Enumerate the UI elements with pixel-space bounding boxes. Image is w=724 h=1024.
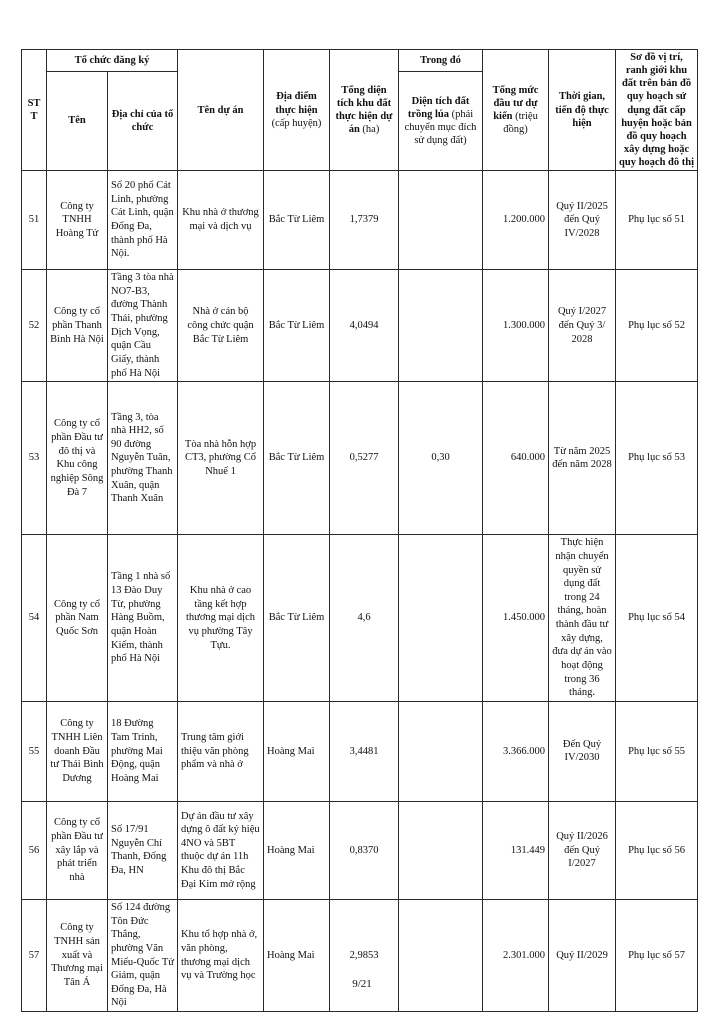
cell-organization-address: Số 124 đường Tôn Đức Thắng, phường Văn Miếu-Quốc Tử Giám, quận Đống Đa, Hà Nội	[108, 899, 178, 1011]
col-header-trong-do: Trong đó	[399, 50, 483, 72]
cell-project-name: Trung tâm giới thiệu văn phòng phẩm và nhà ở	[178, 701, 264, 801]
cell-organization-name: Công ty TNHH sản xuất và Thương mại Tân Á	[47, 899, 108, 1011]
table-row	[22, 535, 698, 702]
cell-schedule: Từ năm 2025 đến năm 2028	[549, 382, 616, 535]
cell-land-area: 2,9853	[330, 899, 399, 1011]
cell-land-area: 4,0494	[330, 270, 399, 382]
cell-appendix-ref: Phụ lục số 52	[616, 270, 698, 382]
cell-organization-address: Số 20 phố Cát Linh, phường Cát Linh, quận Đống Đa, thành phố Hà Nội.	[108, 171, 178, 270]
table-row	[22, 899, 698, 1011]
table-row	[22, 270, 698, 382]
cell-organization-address: Tầng 1 nhà số 13 Đào Duy Từ, phường Hàng Buồm, quận Hoàn Kiếm, thành phố Hà Nội	[108, 535, 178, 702]
col-header-ten: Tên	[47, 71, 108, 170]
cell-rice-land-area	[399, 899, 483, 1011]
cell-investment: 1.300.000	[483, 270, 549, 382]
dau-tu-label: Tổng mức đầu tư dự kiến	[492, 84, 539, 123]
col-header-dia-chi: Địa chỉ của tổ chức	[108, 71, 178, 170]
cell-district: Bắc Từ Liêm	[264, 382, 330, 535]
page-number: 9/21	[352, 978, 372, 990]
cell-appendix-ref: Phụ lục số 55	[616, 701, 698, 801]
cell-schedule: Quý I/2027 đến Quý 3/ 2028	[549, 270, 616, 382]
cell-stt: 53	[22, 382, 47, 535]
cell-investment: 2.301.000	[483, 899, 549, 1011]
cell-stt: 52	[22, 270, 47, 382]
cell-stt: 55	[22, 701, 47, 801]
cell-schedule: Quý II/2026 đến Quý I/2027	[549, 801, 616, 899]
header-row-group	[22, 50, 698, 72]
cell-investment: 640.000	[483, 382, 549, 535]
dia-diem-label: Địa điểm thực hiện	[275, 91, 318, 116]
cell-land-area: 4,6	[330, 535, 399, 702]
col-header-stt: STT	[22, 50, 47, 171]
cell-investment: 1.200.000	[483, 171, 549, 270]
cell-rice-land-area	[399, 535, 483, 702]
col-header-tong-muc-dau-tu	[483, 50, 549, 171]
cell-organization-name: Công ty TNHH Hoàng Tử	[47, 171, 108, 270]
cell-investment: 131.449	[483, 801, 549, 899]
cell-land-area: 1,7379	[330, 171, 399, 270]
cell-district: Hoàng Mai	[264, 701, 330, 801]
cell-rice-land-area	[399, 801, 483, 899]
cell-organization-address: 18 Đường Tam Trinh, phường Mai Động, quận Hoàng Mai	[108, 701, 178, 801]
lua-label: Diện tích đất trồng lúa	[407, 95, 470, 120]
cell-land-area: 3,4481	[330, 701, 399, 801]
cell-rice-land-area	[399, 701, 483, 801]
col-header-dien-tich-lua	[399, 71, 483, 170]
cell-stt: 57	[22, 899, 47, 1011]
cell-organization-address: Tầng 3, tòa nhà HH2, số 90 đường Nguyễn Tuân, phường Thanh Xuân, quận Thanh Xuân	[108, 382, 178, 535]
cell-appendix-ref: Phụ lục số 51	[616, 171, 698, 270]
cell-rice-land-area	[399, 171, 483, 270]
cell-appendix-ref: Phụ lục số 53	[616, 382, 698, 535]
cell-project-name: Khu nhà ở thương mại và dịch vụ	[178, 171, 264, 270]
table-row	[22, 171, 698, 270]
col-header-so-do: Sơ đồ vị trí, ranh giới khu đất trên bản đồ quy hoạch sử dụng đất cấp huyện hoặc bản đồ quy hoạch xây dựng hoặc quy hoạch đô thị	[616, 50, 698, 171]
cell-project-name: Tòa nhà hỗn hợp CT3, phường Cổ Nhuế 1	[178, 382, 264, 535]
cell-stt: 54	[22, 535, 47, 702]
cell-district: Bắc Từ Liêm	[264, 270, 330, 382]
cell-schedule: Quý II/2025 đến Quý IV/2028	[549, 171, 616, 270]
tong-dien-tich-label: Tổng diện tích khu đất thực hiện dự án	[335, 84, 393, 136]
cell-project-name: Khu nhà ở cao tầng kết hợp thương mại dịch vụ phường Tây Tựu.	[178, 535, 264, 702]
col-header-tong-dien-tich	[330, 50, 399, 171]
cell-organization-name: Công ty cổ phần Đầu tư xây lắp và phát triển nhà	[47, 801, 108, 899]
cell-stt: 51	[22, 171, 47, 270]
cell-project-name: Dự án đầu tư xây dựng ô đất ký hiệu 4NO và 5BT thuộc dự án 11h Khu đô thị Bắc Đại Kim mở rộng	[178, 801, 264, 899]
cell-stt: 56	[22, 801, 47, 899]
col-header-ten-du-an: Tên dự án	[178, 50, 264, 171]
cell-land-area: 0,5277	[330, 382, 399, 535]
cell-organization-name: Công ty cổ phần Nam Quốc Sơn	[47, 535, 108, 702]
cell-schedule: Thực hiện nhận chuyển quyền sử dụng đất trong 24 tháng, hoàn thành đầu tư xây dựng, đưa dự án vào hoạt động trong 36 tháng.	[549, 535, 616, 702]
cell-organization-name: Công ty cổ phần Thanh Bình Hà Nội	[47, 270, 108, 382]
cell-organization-address: Số 17/91 Nguyễn Chí Thanh, Đống Đa, HN	[108, 801, 178, 899]
table-row	[22, 382, 698, 535]
cell-project-name: Khu tổ hợp nhà ở, văn phòng, thương mại dịch vụ và Trường học	[178, 899, 264, 1011]
cell-organization-address: Tầng 3 tòa nhà NO7-B3, đường Thành Thái, phường Dịch Vọng, quận Cầu Giấy, thành phố Hà Nội	[108, 270, 178, 382]
cell-district: Hoàng Mai	[264, 899, 330, 1011]
cell-district: Bắc Từ Liêm	[264, 535, 330, 702]
table-row	[22, 801, 698, 899]
projects-table	[21, 49, 698, 1012]
cell-appendix-ref: Phụ lục số 57	[616, 899, 698, 1011]
dia-diem-note: (cấp huyện)	[271, 117, 322, 129]
table-row	[22, 701, 698, 801]
cell-district: Bắc Từ Liêm	[264, 171, 330, 270]
col-header-to-chuc-dang-ky: Tổ chức đăng ký	[47, 50, 178, 72]
cell-investment: 1.450.000	[483, 535, 549, 702]
cell-investment: 3.366.000	[483, 701, 549, 801]
cell-organization-name: Công ty cổ phần Đầu tư đô thị và Khu công nghiệp Sông Đà 7	[47, 382, 108, 535]
cell-project-name: Nhà ở cán bộ công chức quận Bắc Từ Liêm	[178, 270, 264, 382]
col-header-thoi-gian: Thời gian, tiến độ thực hiện	[549, 50, 616, 171]
cell-rice-land-area	[399, 270, 483, 382]
col-header-dia-diem	[264, 50, 330, 171]
cell-land-area: 0,8370	[330, 801, 399, 899]
cell-rice-land-area: 0,30	[399, 382, 483, 535]
cell-appendix-ref: Phụ lục số 54	[616, 535, 698, 702]
cell-organization-name: Công ty TNHH Liên doanh Đầu tư Thái Bình Dương	[47, 701, 108, 801]
cell-schedule: Đến Quý IV/2030	[549, 701, 616, 801]
tong-dien-tich-note: (ha)	[362, 124, 380, 136]
cell-district: Hoàng Mai	[264, 801, 330, 899]
cell-schedule: Quý II/2029	[549, 899, 616, 1011]
dau-tu-note: (triệu đồng)	[503, 111, 538, 136]
lua-note: (phải chuyển mục đích sử dụng đất)	[404, 108, 477, 147]
cell-appendix-ref: Phụ lục số 56	[616, 801, 698, 899]
